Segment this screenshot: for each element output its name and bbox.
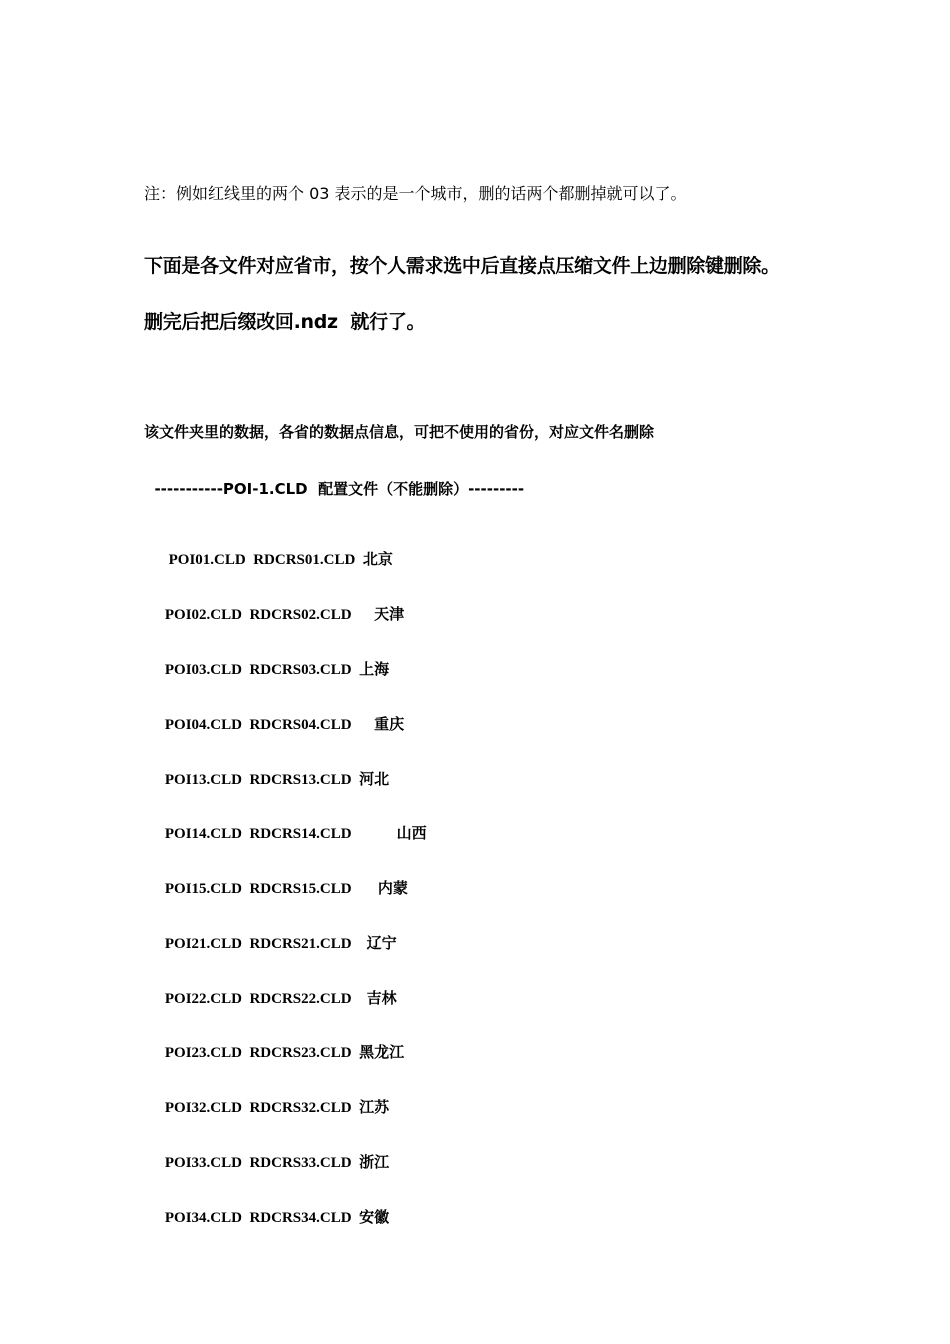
region-name: 山西: [396, 824, 427, 842]
file-entry-row: [144, 647, 389, 693]
file-names: POI03.CLD RDCRS03.CLD: [164, 662, 360, 678]
file-names: POI13.CLD RDCRS13.CLD: [164, 772, 360, 788]
folder-intro: 该文件夹里的数据，各省的数据点信息，可把不使用的省份，对应文件名删除: [144, 423, 655, 441]
region-name: 辽宁: [366, 934, 397, 952]
file-entry-row: [144, 921, 397, 967]
file-names: POI22.CLD RDCRS22.CLD: [164, 991, 367, 1007]
file-names: POI32.CLD RDCRS32.CLD: [164, 1100, 360, 1116]
instruction-line-1: 下面是各文件对应省市，按个人需求选中后直接点压缩文件上边删除键删除。: [144, 255, 780, 277]
file-entry-row: [144, 1030, 404, 1076]
instruction-line-2: 删完后把后缀改回.ndz 就行了。: [144, 311, 426, 333]
file-names: POI21.CLD RDCRS21.CLD: [164, 936, 367, 952]
region-name: 天津: [374, 605, 405, 623]
file-names: POI04.CLD RDCRS04.CLD: [164, 717, 375, 733]
region-name: 吉林: [366, 989, 397, 1007]
region-name: 北京: [362, 550, 393, 568]
region-name: 河北: [359, 770, 390, 788]
file-entry-row: [144, 976, 397, 1022]
file-entry-row: [144, 811, 427, 857]
file-names: POI14.CLD RDCRS14.CLD: [164, 826, 397, 842]
region-name: 浙江: [359, 1153, 390, 1171]
region-name: 上海: [359, 660, 390, 678]
region-name: 黑龙江: [359, 1043, 405, 1061]
file-entry-row: [144, 866, 408, 912]
file-entry-row: [144, 702, 404, 748]
file-entry-row: [144, 1195, 389, 1241]
file-entry-row: [144, 1085, 389, 1131]
file-names: POI34.CLD RDCRS34.CLD: [164, 1210, 360, 1226]
file-names: POI23.CLD RDCRS23.CLD: [164, 1045, 360, 1061]
region-name: 江苏: [359, 1098, 390, 1116]
region-name: 内蒙: [377, 879, 408, 897]
file-names: POI02.CLD RDCRS02.CLD: [164, 607, 375, 623]
file-names: POI33.CLD RDCRS33.CLD: [164, 1155, 360, 1171]
file-names: POI01.CLD RDCRS01.CLD: [164, 552, 363, 568]
file-names: POI15.CLD RDCRS15.CLD: [164, 881, 378, 897]
file-entry-row: [144, 757, 389, 803]
region-name: 安徽: [359, 1208, 390, 1226]
file-entry-row: [144, 592, 404, 638]
file-entry-row: [144, 1140, 389, 1186]
file-entry-row: [144, 537, 393, 583]
config-file-line: -----------POI-1.CLD 配置文件（不能删除）---------: [144, 480, 525, 498]
region-name: 重庆: [374, 715, 405, 733]
note-paragraph: 注：例如红线里的两个 03 表示的是一个城市，删的话两个都删掉就可以了。: [144, 184, 687, 203]
